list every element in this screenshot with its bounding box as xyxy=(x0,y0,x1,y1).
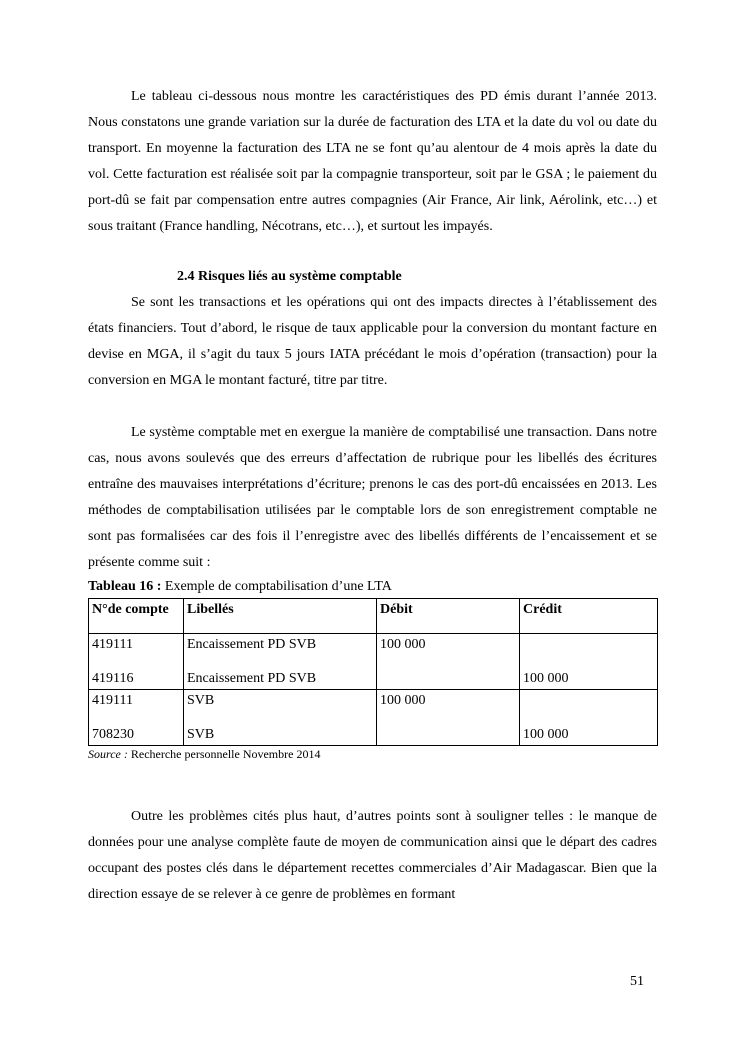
cell-label xyxy=(184,690,377,746)
cell-debit xyxy=(377,690,520,746)
table-caption-text: Exemple de comptabilisation d’une LTA xyxy=(161,579,392,594)
label-debit-line: Encaissement PD SVB xyxy=(187,637,317,652)
label-credit-line: Encaissement PD SVB xyxy=(187,671,317,686)
table-row xyxy=(89,690,658,746)
credit-amount: 100 000 xyxy=(523,671,569,686)
paragraph-risks: Se sont les transactions et les opérations qui ont des impacts directes à l’établissement des états financiers. Tout d’abord, le risque de taux applicable pour la conversion du montant facture en devise en MGA, il s’agit du taux 5 jours IATA précédant le mois d’opération (transaction) pour la conversion en MGA le montant facturé, titre par titre. xyxy=(88,295,657,388)
table-source xyxy=(88,746,657,762)
header-label: Libellés xyxy=(184,599,377,634)
cell-account xyxy=(89,634,184,690)
header-account-number: N°de compte xyxy=(89,599,184,634)
paragraph-intro: Le tableau ci-dessous nous montre les caractéristiques des PD émis durant l’année 2013. Nous constatons une grande variation sur la durée de facturation des LTA et la date du vol ou date du transport. En moyenne la facturation des LTA ne se font qu’au alentour de 4 mois après la date du vol. Cette facturation est réalisée soit par la compagnie transporteur, soit par le GSA ; le paiement du port-dû se fait par compensation entre autres compagnies (Air France, Air link, Aérolink, etc…) et sous traitant (France handling, Nécotrans, etc…), et surtout les impayés. xyxy=(88,89,657,234)
lta-accounting-table xyxy=(88,598,658,746)
header-credit: Crédit xyxy=(520,599,658,634)
account-credit-line: 708230 xyxy=(92,727,134,742)
account-debit-line: 419111 xyxy=(92,637,133,652)
label-debit-line: SVB xyxy=(187,693,215,708)
account-debit-line: 419111 xyxy=(92,693,133,708)
source-label: Source : xyxy=(88,747,128,761)
source-text: Recherche personnelle Novembre 2014 xyxy=(127,747,321,761)
cell-credit xyxy=(520,690,658,746)
table-header-row xyxy=(89,599,658,634)
cell-label xyxy=(184,634,377,690)
paragraph-other-issues: Outre les problèmes cités plus haut, d’autres points sont à souligner telles : le manque de données pour une analyse complète faute de moyen de communication ainsi que le départ des cadres occupant des postes clés dans le département recettes commerciales d’Air Madagascar. Bien que la direction essaye de se relever à ce genre de problèmes en formant xyxy=(88,809,657,902)
account-credit-line: 419116 xyxy=(92,671,134,686)
credit-amount: 100 000 xyxy=(523,727,569,742)
table-row xyxy=(89,634,658,690)
debit-amount: 100 000 xyxy=(380,637,426,652)
cell-account xyxy=(89,690,184,746)
cell-credit xyxy=(520,634,658,690)
cell-debit xyxy=(377,634,520,690)
label-credit-line: SVB xyxy=(187,727,215,742)
paragraph-accounting-system: Le système comptable met en exergue la manière de comptabilisé une transaction. Dans notre cas, nous avons soulevés que des erreurs d’affectation de rubrique pour les libellés des écritures entraîne des mauvaises interprétations d’écriture; prenons le cas des port-dû encaissées en 2013. Les méthodes de comptabilisation utilisées par le comptable lors de son enregistrement comptable ne sont pas formalisées car des fois il l’enregistre avec des libellés différents de l’encaissement et se présente comme suit : xyxy=(88,425,657,570)
document-page xyxy=(88,84,657,908)
debit-amount: 100 000 xyxy=(380,693,426,708)
table-caption-label: Tableau 16 : xyxy=(88,579,162,594)
header-debit: Débit xyxy=(377,599,520,634)
table-caption xyxy=(88,576,657,598)
section-heading: 2.4 Risques liés au système comptable xyxy=(177,269,402,284)
page-number: 51 xyxy=(630,974,644,989)
